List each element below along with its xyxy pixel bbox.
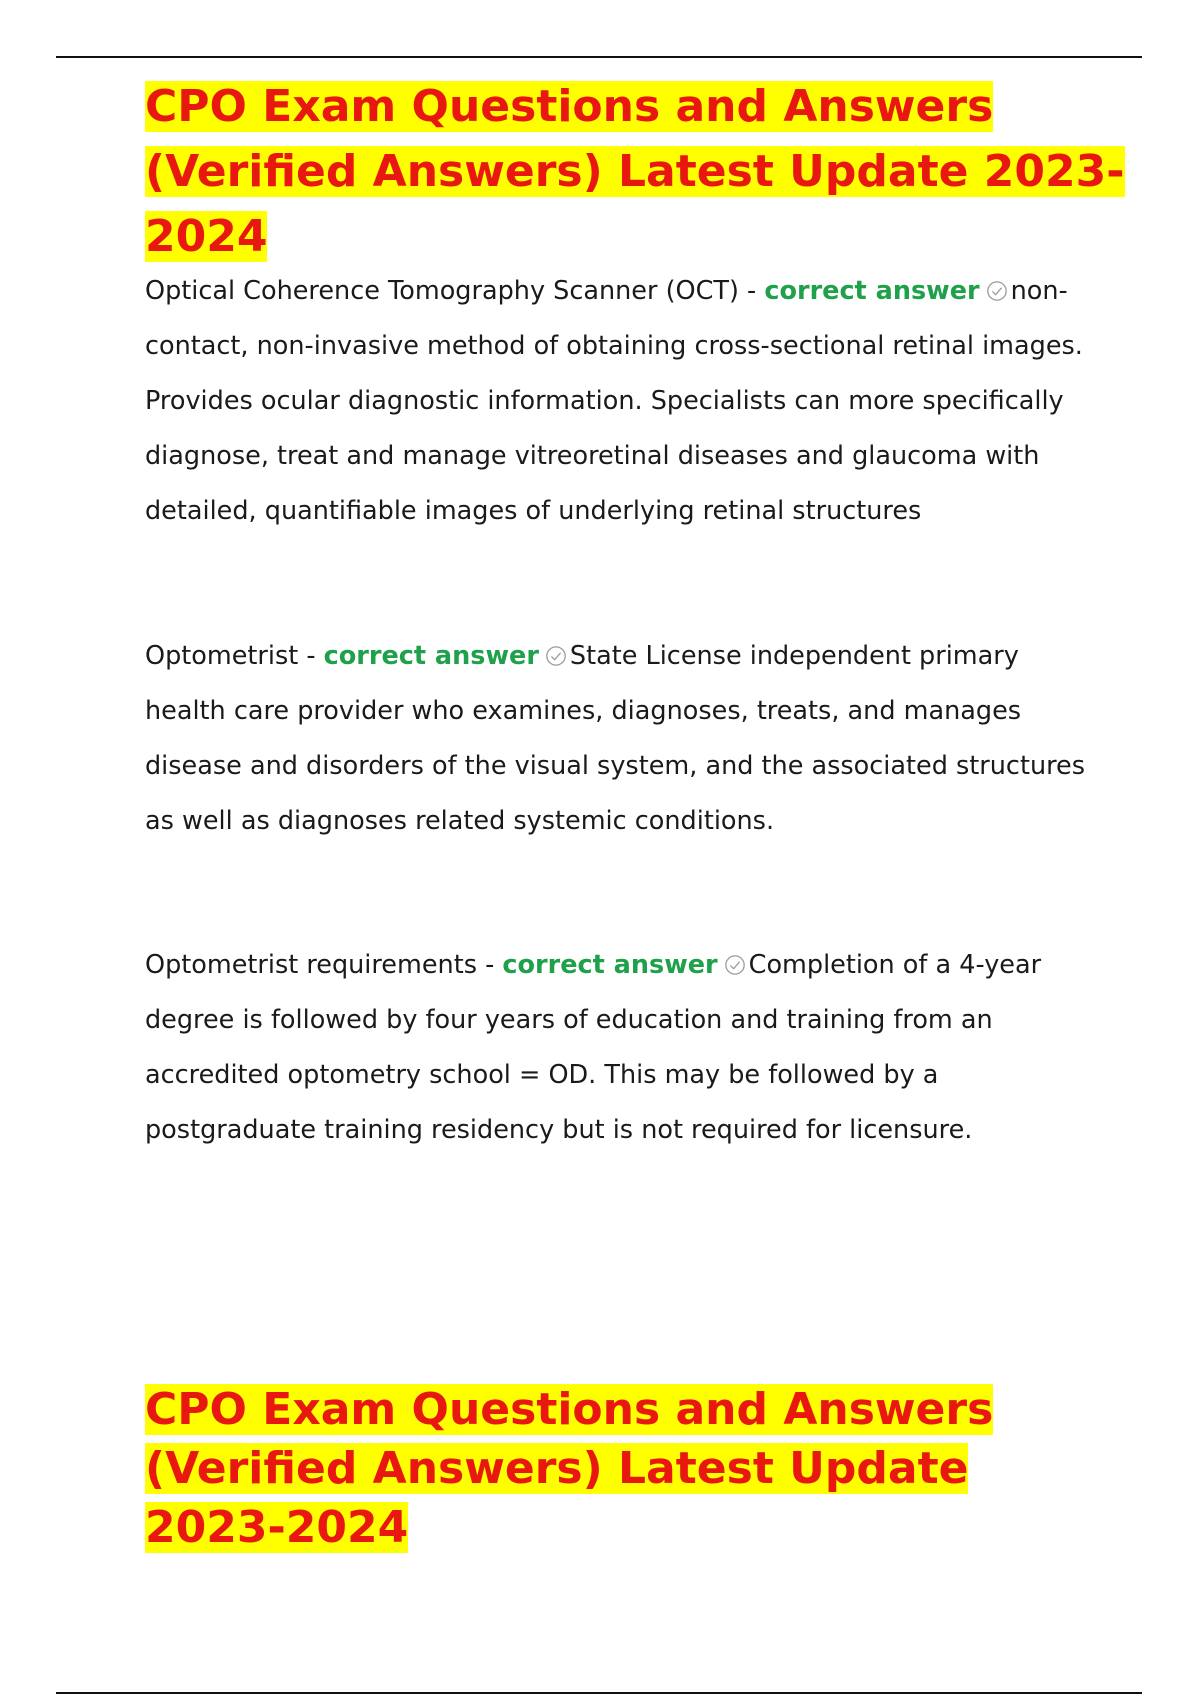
top-rule (56, 56, 1142, 58)
check-circle-icon (986, 280, 1008, 302)
qa-definition: State License independent primary health care provider who examines, diagnoses, treats, and manages disease and disorders of the visual system, and the associated structures as well as diagnoses related systemic conditions. (145, 641, 1086, 836)
correct-answer-label: correct answer (323, 641, 539, 671)
correct-answer-label: correct answer (764, 276, 980, 306)
qa-term: Optical Coherence Tomography Scanner (OCT) (145, 276, 739, 306)
bottom-rule (56, 1692, 1142, 1694)
correct-answer-label: correct answer (502, 950, 718, 980)
document-title (145, 74, 1145, 269)
qa-entry: Optometrist requirements - correct answer Completion of a 4-year degree is followed by four years of education and training from an accredited optometry school = OD. This may be followed by a postgraduate training residency but is not required for licensure. (145, 950, 1042, 1145)
qa-entry: Optical Coherence Tomography Scanner (OCT) - correct answer non-contact, non-invasive method of obtaining cross-sectional retinal images. Provides ocular diagnostic information. Specialists can more specifically diagnose, treat and manage vitreoretinal diseases and glaucoma with detailed, quantifiable images of underlying retinal structures (145, 276, 1083, 526)
qa-entry: Optometrist - correct answer State License independent primary health care provider who examines, diagnoses, treats, and manages disease and disorders of the visual system, and the associated structures as well as diagnoses related systemic conditions. (145, 641, 1086, 836)
check-circle-icon (724, 954, 746, 976)
check-circle-icon (545, 645, 567, 667)
repeat-document-title (145, 1380, 1025, 1557)
qa-definition: non-contact, non-invasive method of obtaining cross-sectional retinal images. Provides ocular diagnostic information. Specialists can more specifically diagnose, treat and manage vitreoretinal diseases and glaucoma with detailed, quantifiable images of underlying retinal structures (145, 276, 1083, 526)
repeat-document-title-text: CPO Exam Questions and Answers (Verified Answers) Latest Update 2023-2024 (145, 1384, 994, 1553)
qa-definition: Completion of a 4-year degree is followed by four years of education and training from an accredited optometry school = OD. This may be followed by a postgraduate training residency but is not required for licensure. (145, 950, 1042, 1145)
document-title-text: CPO Exam Questions and Answers (Verified Answers) Latest Update 2023-2024 (145, 81, 1125, 262)
qa-term: Optometrist requirements (145, 950, 477, 980)
qa-term: Optometrist (145, 641, 299, 671)
